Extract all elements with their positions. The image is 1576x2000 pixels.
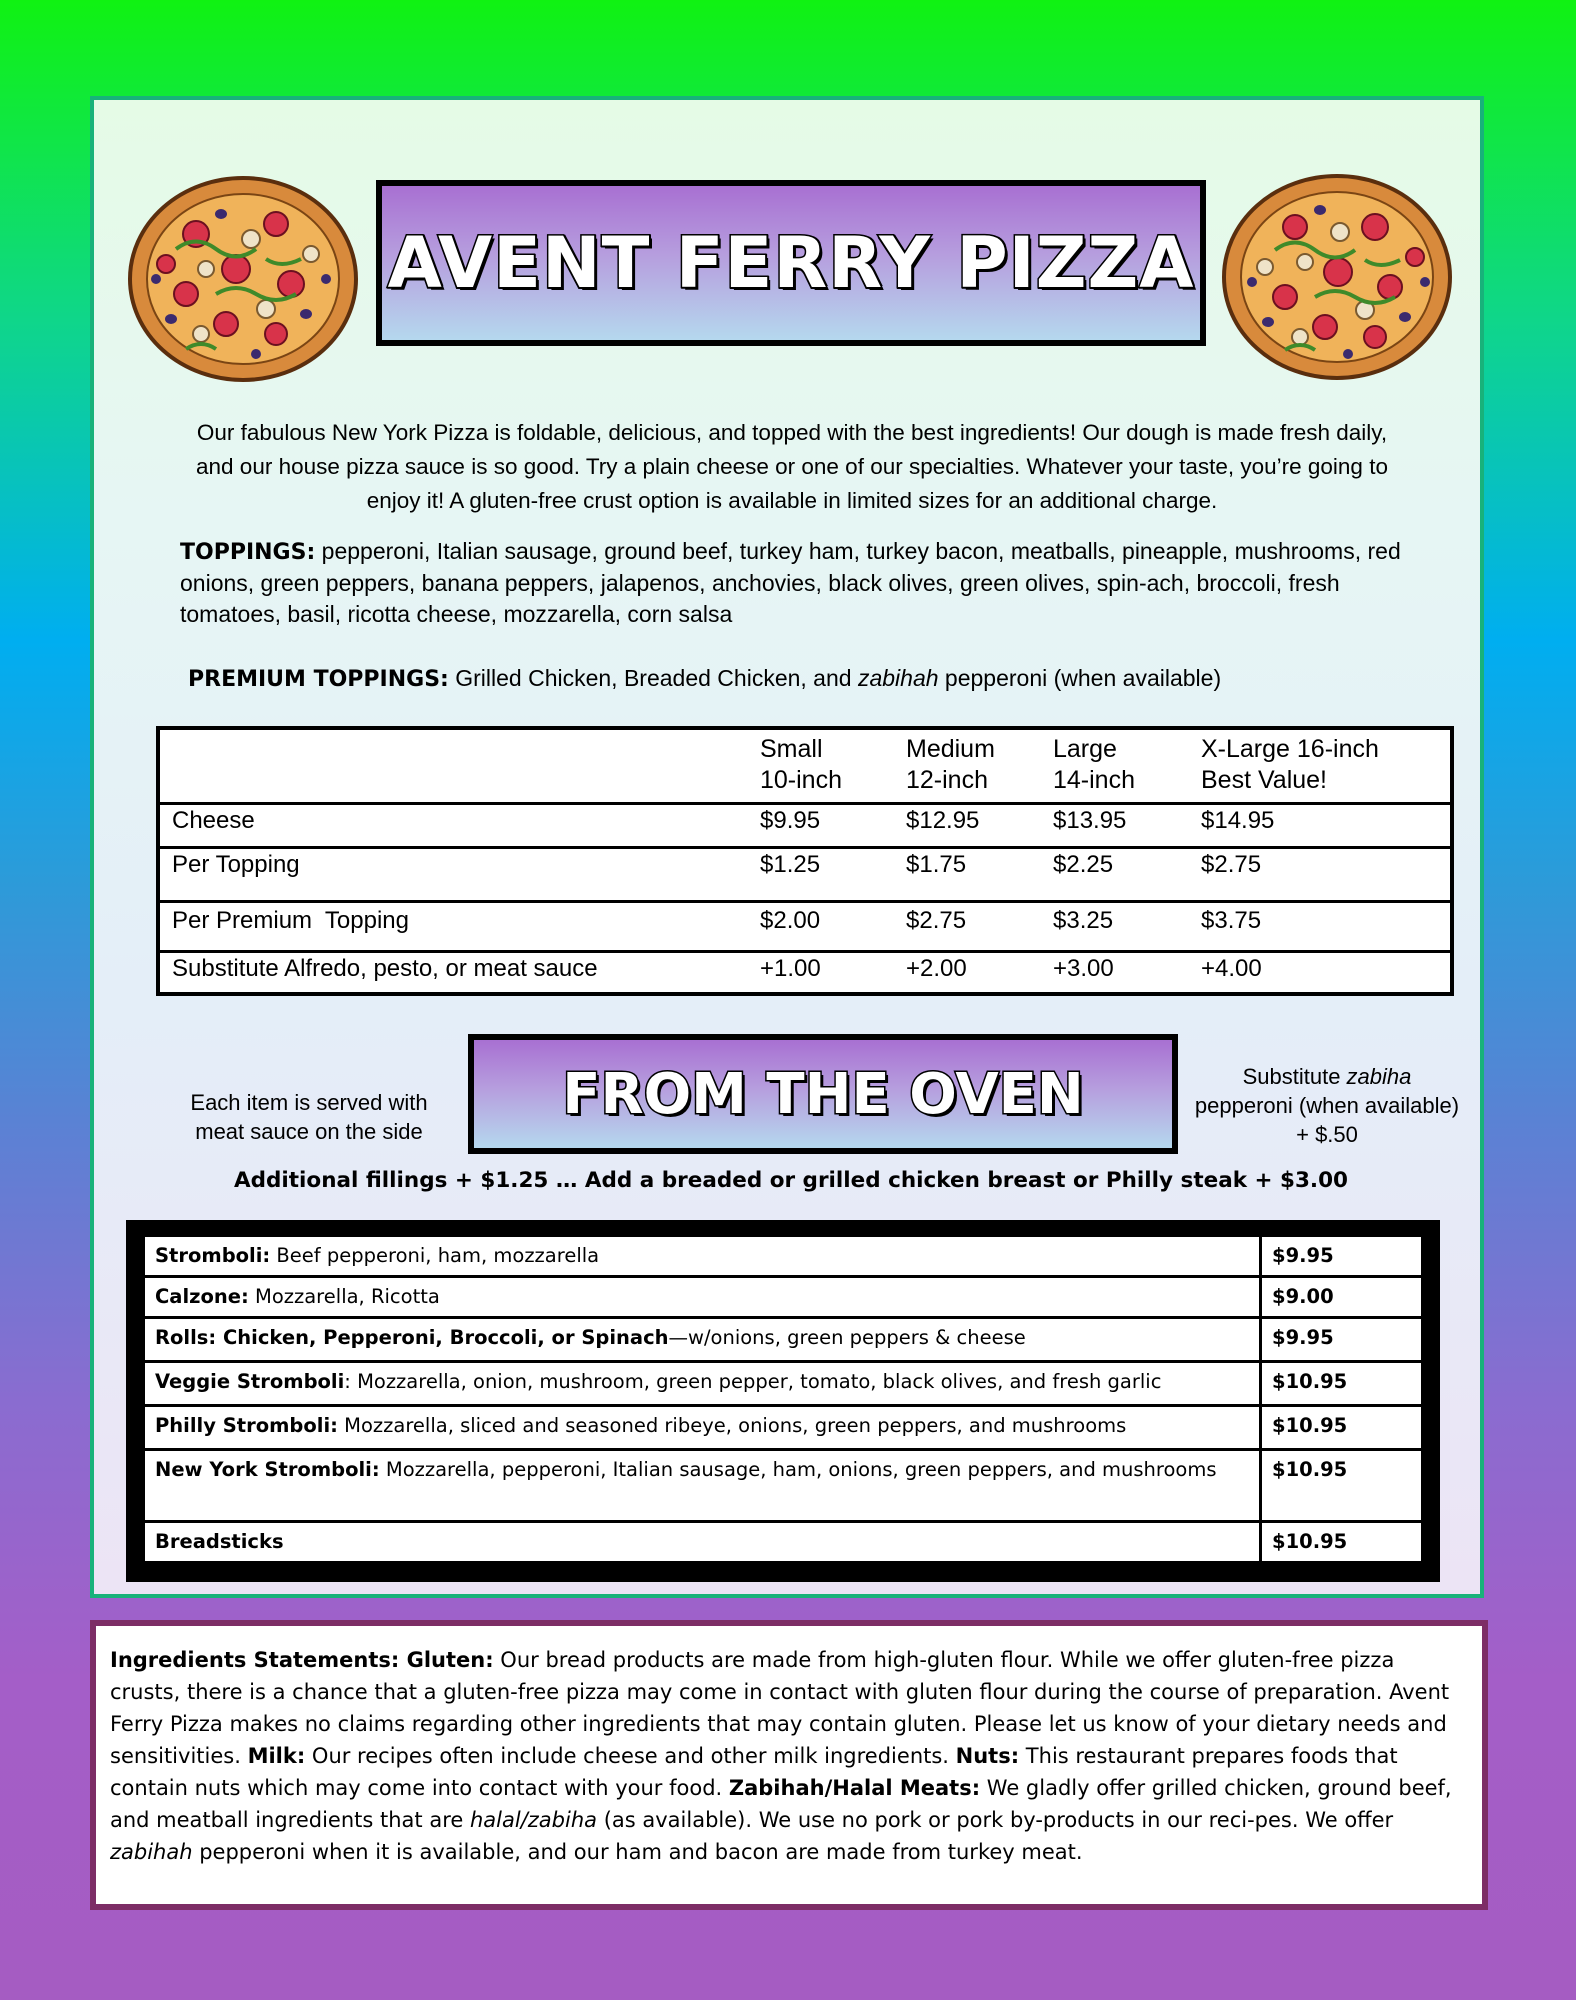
ingredients-statement: Ingredients Statements: Gluten: Our bread products are made from high-gluten flour. While we offer gluten-free pizza crusts, there is a chance that a gluten-free pizza may come in contact with gluten flour during the course of preparation. Avent Ferry Pizza makes no claims regarding other ingredients that may contain gluten. Please let us know of your dietary needs and sensitivities. Milk: Our recipes often include cheese and other milk ingredients. Nuts: This restaurant prepares foods that contain nuts which may come into contact with your food. Zabihah/Halal Meats: We gladly offer grilled chicken, ground beef, and meatball ingredients that are halal/zabiha (as available). We use no pork or pork by-products in our reci-pes. We offer zabihah pepperoni when it is available, and our ham and bacon are made from turkey meat. <box>90 1620 1488 1910</box>
table-row <box>158 952 1452 994</box>
premium-text-after: pepperoni (when available) <box>938 665 1222 691</box>
table-row <box>144 1318 1423 1362</box>
item-price: $9.95 <box>1261 1236 1423 1277</box>
toppings-text: pepperoni, Italian sausage, ground beef, turkey ham, turkey bacon, meatballs, pineapple, mushrooms, red onions, green peppers, banana peppers, jalapenos, anchovies, black olives, green olives, spin-ach, broccoli, fresh tomatoes, basil, ricotta cheese, mozzarella, corn salsa <box>180 538 1401 627</box>
restaurant-title-banner <box>376 180 1206 346</box>
menu-panel <box>90 96 1484 1598</box>
row-label: Per Topping <box>172 851 300 878</box>
item-price: $10.95 <box>1261 1522 1423 1563</box>
table-row <box>158 848 1452 902</box>
toppings-list <box>180 536 1410 630</box>
premium-toppings <box>188 662 1418 696</box>
table-row <box>158 902 1452 952</box>
item-price: $9.95 <box>1261 1318 1423 1362</box>
restaurant-title: AVENT FERRY PIZZA <box>387 222 1195 304</box>
oven-items-table <box>142 1234 1424 1564</box>
price-cell: $2.75 <box>906 907 967 934</box>
additional-fillings-note: Additional fillings + $1.25 … Add a breaded or grilled chicken breast or Philly steak + $3.00 <box>233 1168 1348 1193</box>
price-table-header: Large 14-inch <box>1053 735 1135 794</box>
price-cell: $13.95 <box>1053 807 1127 834</box>
price-cell: $14.95 <box>1201 807 1275 834</box>
price-cell: $1.25 <box>760 851 821 878</box>
from-the-oven-banner <box>468 1034 1178 1154</box>
premium-text-before: Grilled Chicken, Breaded Chicken, and <box>448 665 858 691</box>
pizza-price-table <box>156 726 1454 996</box>
price-cell: $3.75 <box>1201 907 1262 934</box>
item-description: Breadsticks <box>144 1522 1261 1563</box>
table-row <box>144 1522 1423 1563</box>
premium-text-italic: zabihah <box>857 665 939 691</box>
item-description: Philly Stromboli: Mozzarella, sliced and seasoned ribeye, onions, green peppers, and mushrooms <box>144 1406 1261 1450</box>
item-price: $10.95 <box>1261 1450 1423 1522</box>
item-description: Veggie Stromboli: Mozzarella, onion, mushroom, green pepper, tomato, black olives, and fresh garlic <box>144 1362 1261 1406</box>
premium-toppings-label: PREMIUM TOPPINGS: <box>188 667 449 692</box>
oven-note-meat-sauce: Each item is served with meat sauce on the side <box>190 1090 428 1144</box>
table-row <box>144 1277 1423 1318</box>
oven-items-frame <box>126 1220 1440 1582</box>
intro-paragraph: Our fabulous New York Pizza is foldable, delicious, and topped with the best ingredients! Our dough is made fresh daily, and our house pizza sauce is so good. Try a plain cheese or one of our specialties. Whatever your taste, you’re going to enjoy it! A gluten-free crust option is available in limited sizes for an additional charge. <box>196 420 1388 513</box>
price-cell: +4.00 <box>1201 955 1262 982</box>
price-cell: $3.25 <box>1053 907 1114 934</box>
price-cell: +1.00 <box>760 955 821 982</box>
item-price: $10.95 <box>1261 1406 1423 1450</box>
price-cell: +3.00 <box>1053 955 1114 982</box>
item-price: $10.95 <box>1261 1362 1423 1406</box>
table-row <box>144 1406 1423 1450</box>
price-cell: $9.95 <box>760 807 821 834</box>
table-row <box>144 1236 1423 1277</box>
item-description: Calzone: Mozzarella, Ricotta <box>144 1277 1261 1318</box>
table-row <box>144 1362 1423 1406</box>
pizza-illustration-left <box>126 174 360 384</box>
row-label: Substitute Alfredo, pesto, or meat sauce <box>172 955 598 982</box>
item-description: New York Stromboli: Mozzarella, pepperoni, Italian sausage, ham, onions, green peppers, and mushrooms <box>144 1450 1261 1522</box>
row-label: Per Premium Topping <box>172 907 409 934</box>
oven-note-zabiha: Substitute zabiha pepperoni (when available) + $.50 <box>1194 1064 1460 1147</box>
price-table-header: Medium 12-inch <box>906 735 995 794</box>
price-cell: +2.00 <box>906 955 967 982</box>
item-description: Stromboli: Beef pepperoni, ham, mozzarella <box>144 1236 1261 1277</box>
price-cell: $2.00 <box>760 907 821 934</box>
toppings-label: TOPPINGS: <box>180 540 316 565</box>
price-cell: $2.75 <box>1201 851 1262 878</box>
price-table-header: X-Large 16-inch Best Value! <box>1201 735 1379 794</box>
price-table-header: Small 10-inch <box>760 735 842 794</box>
table-row <box>144 1450 1423 1522</box>
item-description: Rolls: Chicken, Pepperoni, Broccoli, or Spinach—w/onions, green peppers & cheese <box>144 1318 1261 1362</box>
from-the-oven-title: FROM THE OVEN <box>562 1061 1084 1127</box>
price-table-header-empty <box>158 728 760 804</box>
price-cell: $2.25 <box>1053 851 1114 878</box>
price-cell: $12.95 <box>906 807 980 834</box>
price-cell: $1.75 <box>906 851 967 878</box>
pizza-illustration-right <box>1220 172 1454 382</box>
table-row <box>158 804 1452 848</box>
row-label: Cheese <box>172 807 255 834</box>
price-table-header-row <box>158 728 1452 804</box>
item-price: $9.00 <box>1261 1277 1423 1318</box>
